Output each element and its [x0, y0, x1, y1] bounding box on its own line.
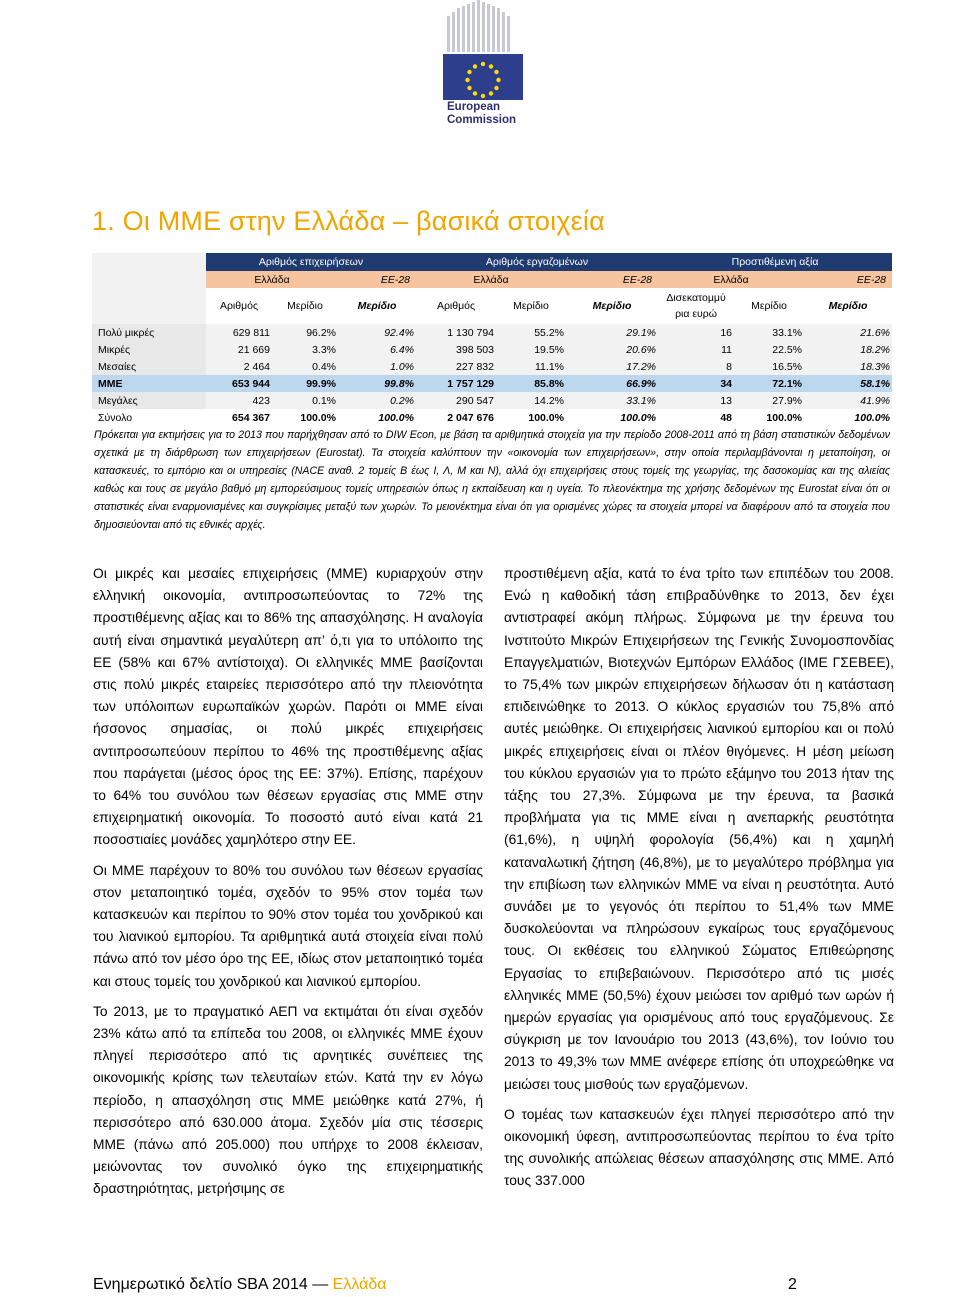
table-row: [92, 324, 892, 341]
col-header: Δισεκατομμύ ρια ευρώ: [658, 288, 734, 324]
footer: [93, 1276, 386, 1294]
logo-text-european: European: [447, 101, 501, 113]
table-cell: 100.0%: [496, 409, 566, 426]
group-header-value-added: Προστιθέμενη αξία: [658, 253, 892, 271]
table-cell: 0.1%: [312, 394, 336, 407]
sub-header-eu28: ΕΕ-28: [338, 271, 416, 288]
sub-header-eu28: ΕΕ-28: [804, 271, 892, 288]
sub-header-greece: Ελλάδα: [658, 271, 804, 288]
sub-header-greece: Ελλάδα: [416, 271, 566, 288]
table-cell: 290 547: [456, 394, 494, 407]
table-cell: 96.2%: [306, 326, 336, 339]
group-header-enterprises: Αριθμός επιχειρήσεων: [206, 253, 416, 271]
table-cell: 18.3%: [860, 360, 891, 373]
table-column-header-row: [92, 288, 892, 324]
table-cell: 100.0%: [566, 409, 658, 426]
table-cell: 17.2%: [626, 360, 657, 373]
sub-header-eu28: ΕΕ-28: [566, 271, 658, 288]
table-cell: 18.2%: [860, 343, 891, 356]
sme-basic-figures-table: [92, 253, 892, 534]
table-cell: 11: [721, 343, 733, 356]
table-cell: 85.8%: [496, 375, 566, 392]
table-cell: 27.9%: [772, 394, 803, 407]
table-row: [92, 341, 892, 358]
paragraph: Οι μικρές και μεσαίες επιχειρήσεις (ΜΜΕ) κυριαρχούν στην ελληνική οικονομία, αντιπροσωπεύοντας το 72% της προστιθέμενης αξίας και το 86% της απασχόλησης. Η αναλογία αυτή είναι σημαντικά μεγαλύτερη απ’ ό,τι για το υπόλοιπο της ΕΕ (58% και 67% αντίστοιχα). Οι ελληνικές ΜΜΕ βασίζονται στις πολύ μικρές εταιρείες περισσότερο από την πλειονότητα των υπόλοιπων ευρωπαϊκών χωρών. Παρότι οι ΜΜΕ είναι ήσσονος σημασίας, οι πολύ μικρές επιχειρήσεις αντιπροσωπεύουν περίπου το 46% της προστιθέμενης αξίας που παράγεται (μέσος όρος της ΕΕ: 37%). Επίσης, παρέχουν το 64% του συνόλου των θέσεων εργασίας στις ΜΜΕ στην επιχειρηματική οικονομία. Το ποσοστό αυτό είναι κατά 21 ποσοστιαίες μονάδες χαμηλότερο στην ΕΕ.: [93, 566, 483, 848]
col-header: Μερίδιο: [734, 288, 804, 324]
row-label: Πολύ μικρές: [92, 324, 206, 341]
table-cell: 14.2%: [534, 394, 564, 407]
table-cell: 2 047 676: [416, 409, 496, 426]
table-cell: 22.5%: [772, 343, 803, 356]
table-corner: [92, 271, 206, 288]
col-header: Μερίδιο: [566, 288, 658, 324]
table-cell: 8: [726, 360, 733, 373]
table-cell: 16.5%: [772, 360, 803, 373]
table-row: [92, 358, 892, 375]
page-title: 1. Οι ΜΜΕ στην Ελλάδα – βασικά στοιχεία: [92, 206, 605, 236]
table-cell: 654 367: [206, 409, 272, 426]
table-cell: 66.9%: [566, 375, 658, 392]
table-cell: 398 503: [456, 343, 494, 356]
table-cell: 3.3%: [312, 343, 336, 356]
table-cell: 48: [658, 409, 734, 426]
table-note-row: [92, 426, 892, 534]
table-cell: 34: [658, 375, 734, 392]
group-header-employment: Αριθμός εργαζομένων: [416, 253, 658, 271]
table-cell: 1 757 129: [416, 375, 496, 392]
page-number: 2: [788, 1276, 797, 1293]
table-cell: 6.4%: [390, 343, 414, 356]
row-label: Μεγάλες: [92, 392, 206, 409]
table-cell: 58.1%: [804, 375, 892, 392]
table-cell: 16: [720, 326, 733, 339]
paragraph: Οι ΜΜΕ παρέχουν το 80% του συνόλου των θέσεων εργασίας στον μεταποιητικό τομέα, σχεδόν το 95% στον τομέα των κατασκευών και περίπου το 90% στον τομέα του χονδρικού και του λιανικού εμπορίου. Τα αριθμητικά αυτά στοιχεία είναι πολύ πάνω από τον μέσο όρο της ΕΕ, ιδίως στον μεταποιητικό τομέα και στους τομείς του χονδρικού και λιανικού εμπορίου.: [93, 862, 483, 989]
table-cell: 0.2%: [390, 394, 414, 407]
table-corner: [92, 253, 206, 271]
table-row-sme-total: [92, 375, 892, 392]
table-cell: 55.2%: [534, 326, 564, 339]
col-header: Μερίδιο: [804, 288, 892, 324]
table-cell: 99.9%: [272, 375, 338, 392]
table-country-header-row: [92, 271, 892, 288]
table-row-total: [92, 409, 892, 426]
table-cell: 1 130 794: [447, 326, 494, 339]
table-cell: 423: [252, 394, 270, 407]
table-cell: 41.9%: [860, 394, 891, 407]
paragraph: Ο τομέας των κατασκευών έχει πληγεί περισσότερο από την οικονομική ύφεση, αντιπροσωπεύοντας περίπου το ένα τρίτο της συνολικής απώλειας θέσεων απασχόλησης στις ΜΜΕ. Από τους 337.000: [504, 1106, 894, 1189]
table-cell: 33.1%: [626, 394, 657, 407]
paragraph: προστιθέμενη αξία, κατά το ένα τρίτο των επιπέδων του 2008. Ενώ η καθοδική τάση επιβραδύνθηκε το 2013, δεν έχει αντιστραφεί ακόμη πλήρως. Σύμφωνα με την έρευνα του Ινστιτούτο Μικρών Επιχειρήσεων της Γενικής Συνομοσπονδίας Επαγγελματιών, Βιοτεχνών Εμπόρων Ελλάδος (ΙΜΕ ΓΣΕΒΕΕ), το 75,4% των μικρών επιχειρήσεων δήλωσαν ότι η κατάσταση επιδεινώθηκε το 2013. Ο κύκλος εργασιών του 75,8% από αυτές μειώθηκε. Οι επιχειρήσεις λιανικού εμπορίου και οι πολύ μικρές επιχειρήσεις είναι οι πλέον θιγόμενες. Η μέση μείωση του κύκλου εργασιών για το πρώτο εξάμηνο του 2013 ήταν της τάξης του 27,3%. Σύμφωνα με την έρευνα, τα βασικά προβλήματα για τις ΜΜΕ είναι η ανεπαρκής ρευστότητα (61,6%), η υψηλή φορολογία (56,4%) και η χαμηλή καταναλωτική ζήτηση (46,8%), με το μεγαλύτερο πρόβλημα για την επιβίωση των ελληνικών ΜΜΕ να είναι η ρευστότητα. Αυτό συνάδει με το γεγονός ότι περίπου το 51,4% των ΜΜΕ δυσκολεύονται να πληρώσουν εγκαίρως τους εργαζόμενους τους. Οι εκθέσεις του ελληνικού Σώματος Επιθεώρησης Εργασίας το επιβεβαιώνουν. Περισσότερο από τις μισές ελληνικές ΜΜΕ (50,5%) έχουν μειώσει τον αριθμό των ωρών ή ημερών εργασίας για ορισμένους από τους εργαζόμενους. Σε σύγκριση με τον Ιανουάριο του 2013 (43,6%), τον Ιούνιο του 2013 το 49,3% των ΜΜΕ ανέφερε επίσης ότι υποχρεώθηκε να μειώσει τους μισθούς των εργαζόμενων.: [504, 566, 894, 1092]
table-cell: 20.6%: [626, 343, 657, 356]
row-label: Μικρές: [92, 341, 206, 358]
table-cell: 19.5%: [534, 343, 564, 356]
table-cell: 13: [720, 394, 733, 407]
table-cell: 92.4%: [384, 326, 414, 339]
col-header: Αριθμός: [206, 288, 272, 324]
right-text-column: [504, 563, 894, 1201]
table-group-header-row: [92, 253, 892, 271]
table-cell: 33.1%: [772, 326, 803, 339]
table-cell: 1.0%: [390, 360, 414, 373]
col-header: Μερίδιο: [496, 288, 566, 324]
table-cell: 100.0%: [804, 409, 892, 426]
row-label: Σύνολο: [92, 409, 206, 426]
row-label: Μεσαίες: [92, 358, 206, 375]
table-cell: 11.1%: [535, 360, 564, 373]
table-cell: 100.0%: [338, 409, 416, 426]
table-cell: 21 669: [237, 343, 270, 356]
table-row: [92, 392, 892, 409]
col-header: Αριθμός: [416, 288, 496, 324]
table-cell: 227 832: [456, 360, 494, 373]
footer-text: Ενημερωτικό δελτίο SBA 2014 —: [93, 1276, 333, 1293]
sub-header-greece: Ελλάδα: [206, 271, 338, 288]
table-cell: 72.1%: [734, 375, 804, 392]
table-corner: [92, 288, 206, 324]
table-cell: 99.8%: [338, 375, 416, 392]
paragraph: Το 2013, με το πραγματικό ΑΕΠ να εκτιμάται ότι είναι σχεδόν 23% κάτω από τα επίπεδα του 2008, οι ελληνικές ΜΜΕ έχουν πληγεί περισσότερο από τις αρνητικές συνέπειες της οικονομικής κρίσης των τελευταίων ετών. Κατά την εν λόγω περίοδο, η απασχόληση στις ΜΜΕ μειώθηκε κατά 27%, ή περισσότερο από 630.000 άτομα. Σχεδόν μία στις τέσσερις ΜΜΕ (πάνω από 205.000) που υπήρχε το 2008 έκλεισαν, μειώνοντας τον συνολικό όγκο της επιχειρηματικής δραστηριότητας, μετρήσιμης σε: [93, 1003, 483, 1197]
row-label: ΜΜΕ: [92, 375, 206, 392]
table-cell: 21.6%: [860, 326, 891, 339]
table-footnote: Πρόκειται για εκτιμήσεις για το 2013 που παρήχθησαν από το DIW Econ, με βάση τα αριθμητικά στοιχεία για την περίοδο 2008-2011 από τη βάση στατιστικών δεδομένων σχετικά με τη διάρθρωση των επιχειρήσεων (Eurostat). Τα στοιχεία καλύπτουν την «οικονομία των επιχειρήσεων», στην οποία περιλαμβάνονται η μεταποίηση, οι κατασκευές, το εμπόριο και οι υπηρεσίες (NACE αναθ. 2 τομείς Β έως Ι, Λ, Μ και Ν), αλλά όχι επιχειρήσεις στους τομείς της γεωργίας, της δασοκομίας και της αλιείας καθώς και τους σε μεγάλο βαθμό μη εμπορεύσιμους τομείς υπηρεσιών όπως η εκπαίδευση και η υγεία. Το πλεονέκτημα της χρήσης δεδομένων της Eurostat είναι ότι οι στατιστικές είναι εναρμονισμένες και συγκρίσιμες μεταξύ των χωρών. Το μειονέκτημα είναι ότι για ορισμένες χώρες τα στοιχεία μπορεί να διαφέρουν από τα στοιχεία που δημοσιεύονται από τις εθνικές αρχές.: [92, 426, 892, 534]
table-cell: 2 464: [243, 360, 270, 373]
table-cell: 100.0%: [734, 409, 804, 426]
logo-text-commission: Commission: [447, 114, 517, 126]
col-header: Μερίδιο: [338, 288, 416, 324]
table-cell: 29.1%: [626, 326, 657, 339]
left-text-column: [93, 563, 483, 1209]
table-cell: 0.4%: [312, 360, 336, 373]
table-cell: 653 944: [206, 375, 272, 392]
table-cell: 100.0%: [272, 409, 338, 426]
table-cell: 629 811: [232, 326, 270, 339]
col-header: Μερίδιο: [272, 288, 338, 324]
footer-country: Ελλάδα: [332, 1276, 387, 1293]
